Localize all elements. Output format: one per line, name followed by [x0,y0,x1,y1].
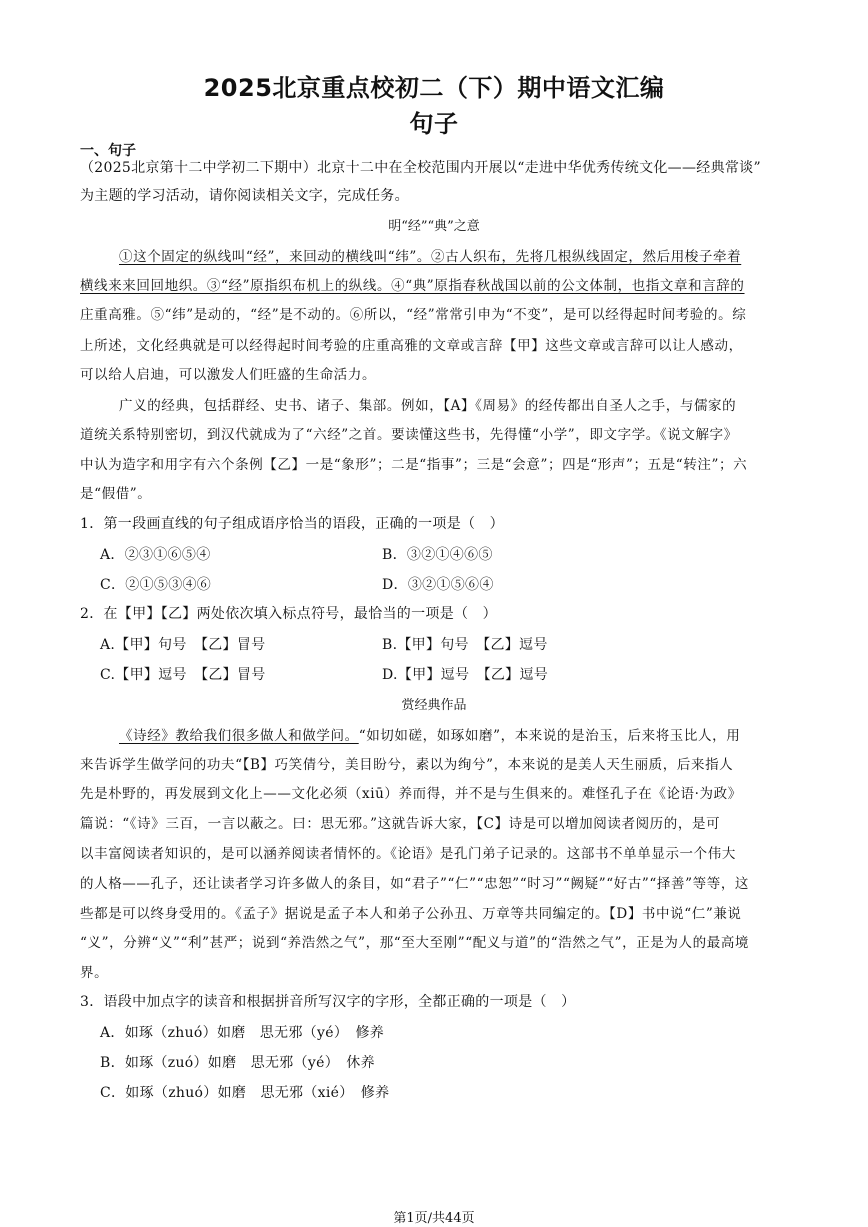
part2-line-1-rest: “如切如磋，如琢如磨”，本来说的是治玉，后来将玉比人，用 [358,728,741,744]
part1-line: ①这个固定的纵线叫“经”，来回动的横线叫“纬”。②古人织布，先将几根纵线固定，然后用梭子牵着 [119,249,742,265]
title-line-2: 句子 [409,110,459,138]
question-stem: 3．语段中加点字的读音和根据拼音所写汉字的字形，全都正确的一项是（ ） [80,994,576,1010]
part1-line: 是“假借”。 [80,486,152,502]
option-a[interactable]: A.【甲】句号 【乙】冒号 [100,637,266,653]
option-b[interactable]: B．如琢（zuó）如磨 思无邪（yé） 休养 [100,1055,375,1071]
option-c[interactable]: C．如琢（zhuó）如磨 思无邪（xié） 修养 [100,1085,390,1101]
question-stem: 2．在【甲】【乙】两处依次填入标点符号，最恰当的一项是（ ） [80,606,497,622]
part2-line-1 [119,724,740,744]
part2-line: 来告诉学生做学问的功夫“【B】巧笑倩兮，美目盼兮，素以为绚兮”，本来说的是美人天生丽质，后来指人 [80,757,734,773]
part1-line: 中认为造字和用字有六个条例【乙】一是“象形”；二是“指事”；三是“会意”；四是“形声”；五是“转注”；六 [80,457,748,473]
option-c[interactable]: C．②①⑤③④⑥ [100,577,212,593]
title-line-1: 2025北京重点校初二（下）期中语文汇编 [203,74,665,102]
page-number: 第1页/共44页 [393,1211,475,1226]
part1-line: 可以给人启迪，可以激发人们旺盛的生命活力。 [80,367,377,383]
part1-line: 上所述，文化经典就是可以经得起时间考验的庄重高雅的文章或言辞【甲】这些文章或言辞可以让人感动， [80,338,743,354]
part1-line: 横线来来回回地织。③“经”原指织布机上的纵线。④“典”原指春秋战国以前的公文体制，也指文章和言辞的 [80,278,745,294]
part2-line: 些都是可以终身受用的。《孟子》据说是孟子本人和弟子公孙丑、万章等共同编定的。【D】书中说“仁”兼说 [80,906,742,922]
option-a[interactable]: A．如琢（zhuó）如磨 思无邪（yé） 修养 [100,1025,385,1041]
part2-line: 以丰富阅读者知识的，是可以涵养阅读者情怀的。《论语》是孔门弟子记录的。这部书不单单显示一个伟大 [80,846,736,862]
part2-line: 先是朴野的，再发展到文化上——文化必须（xiū）养而得，并不是与生俱来的。难怪孔子在《论语·为政》 [80,786,742,802]
part1-line: 庄重高雅。⑤“纬”是动的，“经”是不动的。⑥所以，“经”常常引申为“不变”，是可以经得起时间考验的。综 [80,307,747,323]
option-d[interactable]: D.【甲】逗号 【乙】逗号 [382,667,549,683]
option-d[interactable]: D．③②①⑤⑥④ [382,577,494,593]
part1-line: 道统关系特别密切，到汉代就成为了“六经”之首。要读懂这些书，先得懂“小学”，即文字学。《说文解字》 [80,427,738,443]
part2-line: 界。 [80,965,109,981]
part2-line: “义”，分辨“义”“利”甚严；说到“养浩然之气”，那“至大至刚”“配义与道”的“浩然之气”，正是为人的最高境 [80,935,750,951]
part2-heading: 赏经典作品 [401,698,467,713]
intro-line-2: 为主题的学习活动，请你阅读相关文字，完成任务。 [80,188,409,204]
option-a[interactable]: A．②③①⑥⑤④ [100,547,211,563]
part1-heading: 明“经”“典”之意 [388,219,480,234]
option-b[interactable]: B．③②①④⑥⑤ [382,547,493,563]
intro-line-1: （2025北京第十二中学初二下期中）北京十二中在全校范围内开展以“走进中华优秀传统文化——经典常谈” [80,160,761,176]
question-stem: 1．第一段画直线的句子组成语序恰当的语段，正确的一项是（ ） [80,516,504,532]
part2-line: 篇说：“《诗》三百，一言以蔽之。曰：思无邪。”这就告诉大家，【C】诗是可以增加阅读者阅历的，是可 [80,816,721,832]
part1-line: 广义的经典，包括群经、史书、诸子、集部。例如，【A】《周易》的经传都出自圣人之手，与儒家的 [119,398,737,414]
option-b[interactable]: B.【甲】句号 【乙】逗号 [382,637,548,653]
underlined-sentence: 《诗经》教给我们很多做人和做学问。 [119,728,359,744]
part2-line: 的人格——孔子，还让读者学习许多做人的条目，如“君子”“仁”“忠恕”“时习”“阙疑”“好古”“择善”等等，这 [80,876,750,892]
section-heading: 一、句子 [80,143,136,159]
option-c[interactable]: C.【甲】逗号 【乙】冒号 [100,667,266,683]
